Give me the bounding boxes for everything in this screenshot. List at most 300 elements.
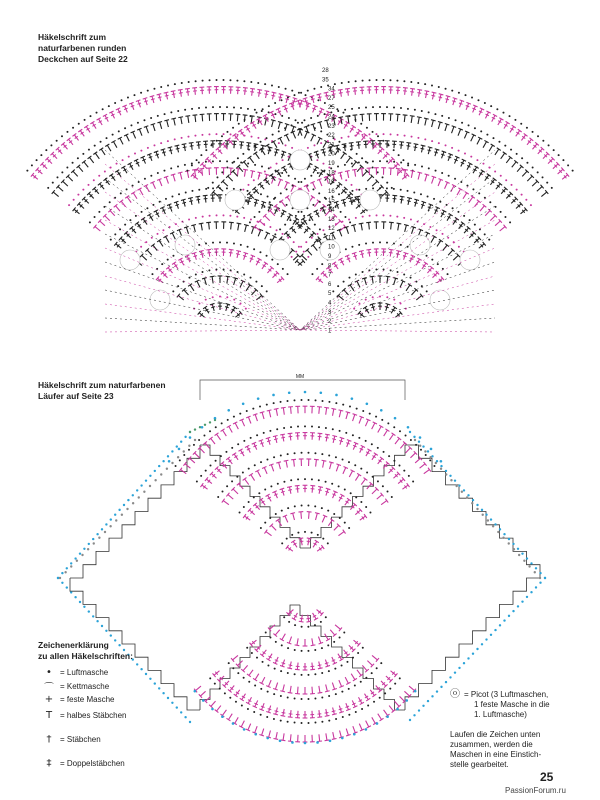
chain-dot: [400, 303, 402, 305]
chain-dot: [272, 134, 274, 136]
chain-dot: [300, 181, 302, 183]
chain-dot: [288, 391, 291, 394]
stitch-mark: [186, 227, 188, 234]
stitch-mark: [274, 494, 278, 496]
chain-dot: [157, 172, 159, 174]
chain-dot: [466, 185, 468, 187]
chain-dot: [242, 189, 244, 191]
stitch-mark: [168, 147, 173, 148]
chain-dot: [361, 708, 363, 710]
chain-dot: [93, 542, 95, 544]
chain-dot: [122, 159, 124, 161]
chain-dot: [198, 439, 200, 441]
chain-dot: [313, 144, 315, 146]
stitch-mark: [153, 245, 157, 250]
stitch-mark: [243, 665, 248, 670]
chain-dot: [345, 179, 347, 181]
chain-dot: [201, 426, 204, 429]
chain-dot: [239, 511, 241, 513]
stitch-mark: [155, 154, 159, 155]
stitch-mark: [187, 171, 188, 178]
stitch-mark: [389, 706, 393, 711]
stitch-mark: [336, 464, 341, 466]
stitch-mark: [171, 91, 176, 92]
chain-dot: [433, 465, 435, 467]
chain-dot: [276, 428, 278, 430]
chain-dot: [257, 82, 259, 84]
chain-dot: [327, 542, 329, 544]
round-number: 4: [328, 300, 332, 307]
legend-title: [38, 640, 198, 662]
stitch-mark: [109, 174, 113, 177]
chain-dot: [109, 201, 111, 203]
chain-dot: [250, 277, 252, 279]
stitch-mark: [349, 471, 352, 477]
stitch-mark: [257, 471, 260, 477]
chain-dot: [191, 190, 193, 192]
stitch-mark: [361, 479, 365, 485]
chain-dot: [157, 115, 159, 117]
stitch-mark: [332, 436, 337, 437]
chain-dot: [201, 271, 203, 273]
legend-label: = Kettmasche: [60, 681, 110, 691]
stitch-mark: [411, 226, 416, 227]
round-number: 8: [328, 263, 332, 270]
stitch-mark: [273, 738, 278, 739]
chain-dot: [427, 195, 429, 197]
stitch-mark: [278, 179, 281, 185]
stitch-mark: [346, 412, 348, 419]
chain-dot: [61, 171, 63, 173]
chain-dot: [258, 175, 260, 177]
chain-dot: [243, 728, 246, 731]
chain-dot: [476, 648, 478, 650]
stitch-mark: [418, 117, 419, 124]
chain-dot: [351, 397, 354, 400]
chain-dot: [140, 484, 142, 486]
stitch-mark: [169, 207, 173, 208]
chain-dot: [275, 641, 277, 643]
chain-dot: [553, 149, 555, 151]
chain-dot: [345, 432, 347, 434]
chain-dot: [461, 122, 463, 124]
runner-heading-line: Läufer auf Seite 23: [38, 391, 114, 401]
chain-dot: [314, 722, 316, 724]
chain-dot: [198, 107, 200, 109]
stitch-mark: [338, 172, 343, 173]
chain-dot: [415, 444, 417, 446]
stitch-mark: [281, 437, 285, 438]
stitch-mark: [453, 98, 458, 99]
stitch-mark: [282, 634, 286, 640]
chain-dot: [287, 453, 289, 455]
chain-dot: [283, 481, 285, 483]
chain-dot: [349, 405, 351, 407]
chain-dot: [283, 427, 285, 429]
stitch-mark: [157, 121, 162, 122]
chain-dot: [214, 683, 216, 685]
chain-dot: [287, 97, 289, 99]
chain-dot: [307, 256, 309, 258]
chain-dot: [360, 468, 362, 470]
chain-dot: [276, 229, 278, 231]
chain-dot: [284, 224, 286, 226]
chain-dot: [242, 402, 245, 405]
chain-dot: [291, 741, 294, 744]
chain-dot: [344, 216, 346, 218]
chain-dot: [153, 88, 155, 90]
stitch-mark: [304, 101, 308, 102]
stitch-mark: [410, 116, 415, 117]
chain-dot: [198, 244, 200, 246]
stitch-mark: [410, 92, 414, 93]
chain-dot: [427, 450, 429, 452]
stitch-mark: [400, 196, 405, 197]
chain-dot: [180, 441, 182, 443]
chain-dot: [216, 79, 218, 81]
chain-dot: [221, 171, 223, 173]
chain-dot: [369, 413, 371, 415]
chain-dot: [229, 697, 231, 699]
chain-dot: [312, 188, 314, 190]
chain-dot: [449, 475, 451, 477]
chain-dot: [497, 531, 499, 533]
stitch-mark: [268, 709, 272, 710]
stitch-mark: [185, 464, 190, 468]
chain-dot: [472, 188, 474, 190]
chain-dot: [472, 499, 474, 501]
chain-dot: [481, 643, 483, 645]
stitch-mark: [329, 462, 334, 463]
chain-dot: [167, 455, 169, 457]
chain-dot: [212, 296, 214, 298]
half-double-crochet-icon: T: [45, 710, 53, 721]
chain-dot: [177, 285, 179, 287]
chain-dot: [445, 681, 447, 683]
chain-dot: [212, 242, 214, 244]
stitch-mark: [541, 192, 546, 196]
stitch-mark: [332, 683, 334, 690]
chain-dot: [226, 160, 228, 162]
chain-dot: [348, 688, 350, 690]
chain-dot: [366, 402, 369, 405]
stitch-mark: [254, 144, 259, 145]
chain-dot: [273, 693, 275, 695]
stitch-mark: [431, 120, 436, 121]
chain-dot: [465, 94, 467, 96]
chain-dot: [339, 637, 341, 639]
stitch-mark: [411, 290, 416, 295]
legend-label: = Luftmasche: [60, 668, 109, 678]
chain-dot: [82, 153, 84, 155]
chain-dot: [440, 460, 443, 463]
chain-dot: [307, 90, 309, 92]
stitch-mark: [289, 665, 293, 666]
stitch-mark: [222, 710, 226, 716]
chain-dot: [320, 130, 322, 132]
stitch-mark: [335, 145, 340, 146]
chain-dot: [408, 475, 410, 477]
stitch-mark: [253, 445, 257, 447]
chain-dot: [194, 135, 196, 137]
chain-dot: [301, 650, 303, 652]
chain-dot: [307, 452, 309, 454]
stitch-mark: [397, 223, 402, 224]
chain-dot: [409, 719, 411, 721]
stitch-mark: [319, 642, 324, 644]
chain-dot: [286, 188, 288, 190]
chain-dot: [490, 105, 492, 107]
chain-dot: [368, 133, 370, 135]
chain-dot: [175, 465, 177, 467]
stitch-mark: [350, 285, 354, 291]
chain-dot: [403, 470, 405, 472]
stitch-mark: [348, 197, 353, 198]
legend-label: = Doppelstäbchen: [60, 759, 125, 768]
stitch-mark: [229, 253, 233, 254]
stitch-mark: [287, 486, 292, 487]
chain-dot: [368, 269, 370, 271]
stitch-mark: [288, 692, 293, 693]
chain-dot: [471, 97, 473, 99]
stitch-mark: [400, 696, 405, 701]
stitch-mark: [282, 663, 286, 664]
legend-item-treble: [42, 755, 198, 773]
chain-dot: [209, 79, 211, 81]
chain-dot: [189, 436, 192, 439]
stitch-mark: [197, 281, 200, 287]
stitch-mark: [318, 692, 323, 693]
stitch-mark: [322, 516, 325, 522]
stitch-mark: [151, 99, 155, 100]
chain-dot: [129, 219, 131, 221]
stitch-mark: [276, 409, 277, 416]
stitch-mark: [410, 453, 415, 458]
chain-dot: [101, 528, 103, 530]
stitch-mark: [151, 124, 156, 125]
round-number: 3: [328, 309, 332, 316]
chain-dot: [247, 246, 249, 248]
chain-dot: [410, 439, 412, 441]
stitch-mark: [260, 412, 265, 413]
chain-dot: [360, 501, 362, 503]
stitch-mark: [369, 222, 370, 229]
chain-dot: [248, 149, 250, 151]
chain-dot: [341, 664, 343, 666]
chain-dot: [184, 436, 186, 438]
stitch-mark: [133, 193, 137, 199]
stitch-mark: [403, 169, 408, 170]
chain-dot: [492, 525, 494, 527]
chain-dot: [323, 170, 325, 172]
stitch-mark: [360, 254, 364, 255]
chain-dot: [337, 285, 339, 287]
chain-dot: [149, 485, 151, 487]
chain-dot: [292, 185, 294, 187]
stitch-mark: [105, 216, 110, 221]
chain-dot: [396, 708, 399, 711]
chain-dot: [310, 117, 312, 119]
chain-dot: [248, 501, 250, 503]
stitch-mark: [385, 307, 389, 308]
chain-dot: [106, 137, 108, 139]
chain-dot: [281, 115, 283, 117]
stitch-mark: [397, 169, 398, 176]
chain-dot: [151, 273, 153, 275]
stitch-mark: [409, 686, 414, 690]
chain-dot: [183, 454, 185, 456]
stitch-mark: [235, 717, 238, 723]
stitch-mark: [255, 674, 259, 680]
chain-dot: [250, 219, 252, 221]
chain-dot: [243, 273, 245, 275]
chain-dot: [356, 189, 358, 191]
chain-dot: [421, 285, 423, 287]
chain-dot: [379, 295, 381, 297]
chain-dot: [407, 164, 409, 166]
chain-dot: [365, 506, 367, 508]
stitch-mark: [282, 151, 287, 153]
chain-dot: [485, 514, 487, 516]
chain-dot: [297, 478, 299, 480]
chain-dot: [287, 647, 289, 649]
chain-dot: [358, 244, 360, 246]
chart-hole: [150, 290, 170, 310]
chain-dot: [221, 490, 223, 492]
stitch-mark: [314, 151, 319, 153]
chain-dot: [436, 690, 438, 692]
chain-dot: [294, 452, 296, 454]
stitch-mark: [316, 460, 317, 467]
mesh-line: [105, 234, 495, 330]
round-number: 19: [328, 161, 335, 167]
stitch-mark: [381, 501, 387, 505]
chain-dot: [250, 437, 252, 439]
chain-dot: [413, 191, 415, 193]
stitch-mark: [354, 170, 355, 177]
stitch-mark: [348, 116, 349, 123]
stitch-mark: [146, 127, 148, 134]
chain-dot: [386, 715, 389, 718]
stitch-mark: [325, 491, 329, 492]
stitch-mark: [178, 117, 183, 118]
chain-dot: [248, 681, 250, 683]
stitch-mark: [272, 92, 277, 93]
chain-dot: [187, 136, 189, 138]
chain-dot: [431, 259, 433, 261]
chain-dot: [314, 624, 316, 626]
stitch-mark: [322, 460, 327, 461]
chain-dot: [227, 419, 229, 421]
chain-dot: [266, 716, 268, 718]
stitch-mark: [271, 465, 273, 472]
chain-dot: [336, 108, 338, 110]
stitch-mark: [333, 732, 334, 739]
stitch-mark: [199, 223, 204, 224]
stitch-mark: [242, 420, 245, 426]
stitch-mark: [345, 116, 350, 117]
stitch-mark: [95, 153, 99, 159]
chain-dot: [486, 134, 488, 136]
chain-dot: [348, 219, 350, 221]
stitch-mark: [312, 638, 313, 645]
chain-dot: [210, 465, 212, 467]
chain-dot: [470, 156, 472, 158]
chain-dot: [369, 79, 371, 81]
chain-dot: [382, 79, 384, 81]
chain-dot: [339, 430, 341, 432]
stitch-mark: [410, 171, 415, 172]
chain-dot: [472, 653, 474, 655]
chain-dot: [222, 79, 224, 81]
chain-dot: [379, 106, 381, 108]
stitch-mark: [274, 439, 278, 440]
stitch-mark: [459, 103, 463, 104]
chain-dot: [150, 175, 152, 177]
stitch-mark: [253, 152, 257, 155]
chain-dot: [383, 451, 385, 453]
chain-dot: [83, 548, 85, 550]
chain-dot: [269, 201, 271, 203]
stitch-mark: [275, 149, 280, 150]
stitch-mark: [487, 174, 491, 177]
chain-dot: [372, 166, 374, 168]
stitch-mark: [240, 281, 243, 287]
chain-dot: [379, 160, 381, 162]
stitch-mark: [346, 92, 350, 93]
stitch-mark: [204, 278, 206, 285]
stitch-mark: [343, 147, 347, 148]
chain-dot: [317, 172, 319, 174]
chain-dot: [270, 166, 272, 168]
stitch-mark: [352, 169, 357, 170]
stitch-mark: [192, 88, 197, 89]
chain-dot: [110, 239, 112, 241]
stitch-mark: [389, 249, 394, 250]
chain-dot: [240, 107, 242, 109]
chain-dot: [365, 242, 367, 244]
chain-dot: [260, 714, 262, 716]
chain-dot: [89, 221, 91, 223]
chain-dot: [348, 714, 350, 716]
chain-dot: [247, 108, 249, 110]
chain-dot: [389, 79, 391, 81]
chain-dot: [445, 144, 447, 146]
chain-dot: [504, 145, 506, 147]
stitch-mark: [431, 237, 435, 243]
chain-dot: [112, 134, 114, 136]
stitch-mark: [336, 465, 338, 472]
stitch-mark: [339, 93, 343, 94]
stitch-mark: [226, 276, 231, 277]
chain-dot: [351, 108, 353, 110]
chain-dot: [248, 468, 250, 470]
chain-dot: [448, 175, 450, 177]
stitch-mark: [144, 101, 148, 102]
chain-dot: [136, 489, 138, 491]
stitch-mark: [193, 115, 198, 116]
chain-dot: [420, 193, 422, 195]
chain-dot: [233, 416, 235, 418]
chain-dot: [130, 124, 132, 126]
chain-dot: [233, 188, 235, 190]
chain-dot: [287, 507, 289, 509]
stitch-mark: [126, 135, 129, 141]
chain-dot: [278, 142, 280, 144]
chain-dot: [88, 149, 90, 151]
stitch-mark: [412, 227, 414, 234]
chain-dot: [396, 216, 398, 218]
